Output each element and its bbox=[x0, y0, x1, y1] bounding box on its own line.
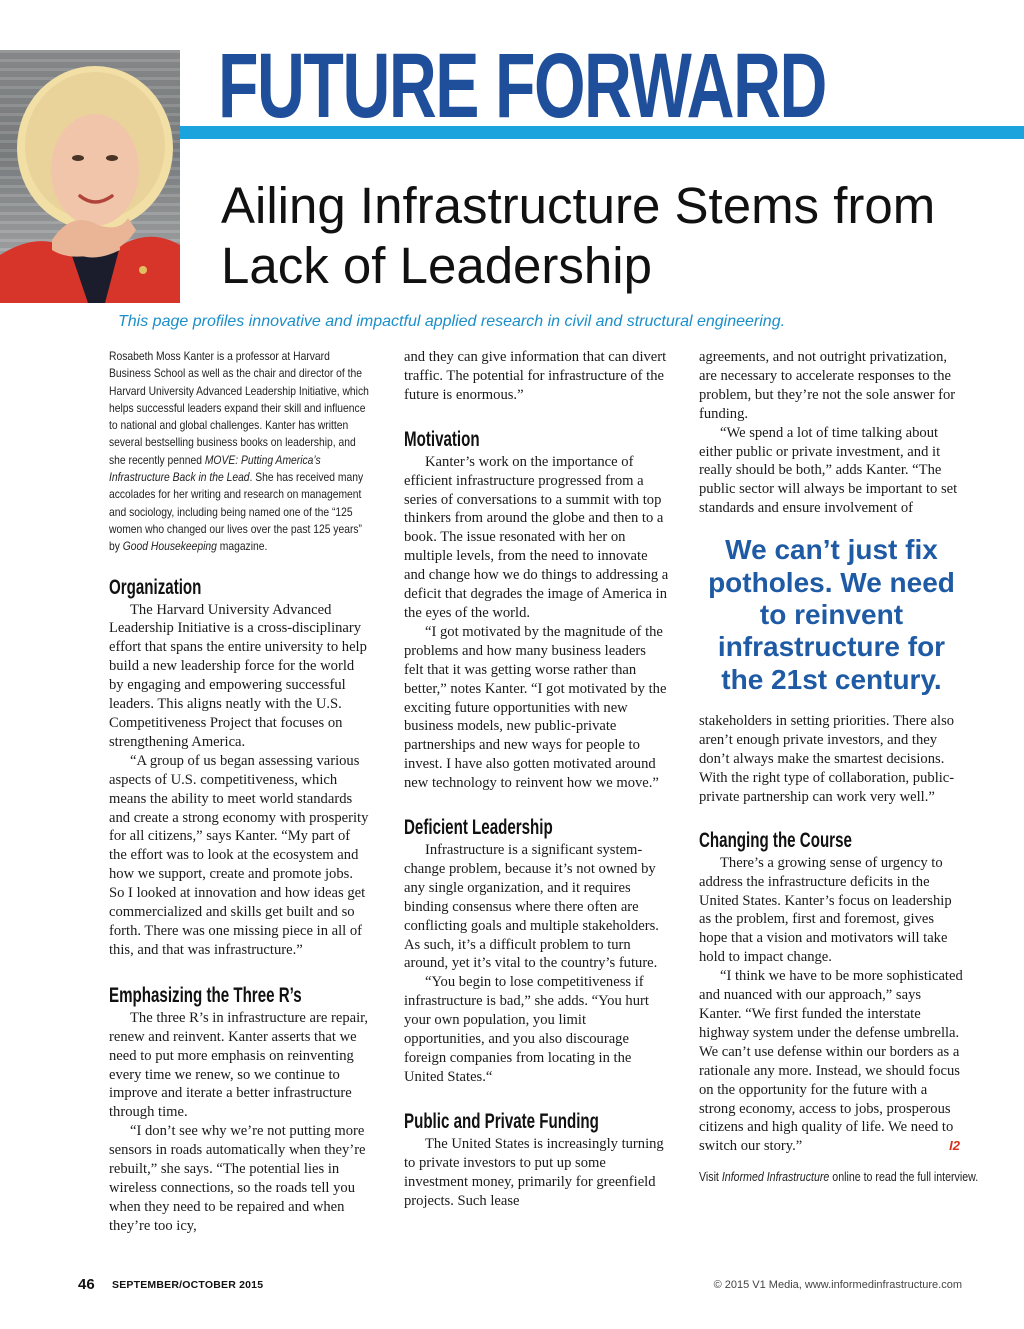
page-footer bbox=[78, 1276, 962, 1296]
publication-name: Informed Infrastructure bbox=[721, 1170, 830, 1185]
copyright-notice: © 2015 V1 Media, www.informedinfrastructure.com bbox=[713, 1279, 962, 1291]
paragraph: Infrastructure is a significant system-change problem, because it’s not owned by any single organization, and it requires binding consensus where there often are conflicting goals and multiple stakeholders. As such, it’s a difficult problem to turn around, yet it’s vital to the country’s future. bbox=[404, 842, 659, 972]
page-number: 46 bbox=[78, 1276, 95, 1293]
section-body-three-rs-continued bbox=[404, 348, 669, 405]
section-heading-funding: Public and Private Funding bbox=[404, 1109, 599, 1133]
paragraph: “We spend a lot of time talking about either public or private investment, and it really should be both,” adds Kanter. “The public sector will always be important to set standards and ensure involvement of bbox=[699, 424, 958, 517]
section-body-deficient-leadership bbox=[404, 841, 669, 1087]
issue-date: SEPTEMBER/OCTOBER 2015 bbox=[112, 1279, 264, 1291]
paragraph: “I think we have to be more sophisticated and nuanced with our approach,” says Kanter. “We first funded the interstate highway system under the defense umbrella. We can’t use defense within our borders as a rationale any more. Instead, we should focus on the opportunity for the future with a strong economy, access to jobs, prosperous citizens and high quality of life. We need to switch our story.” I2 bbox=[699, 968, 963, 1155]
portrait-photo bbox=[0, 50, 180, 303]
paragraph: There’s a growing sense of urgency to address the infrastructure deficits in the United States. Kanter’s focus on leadership as the problem, first and foremost, gives hope that a vision and motivators will take hold to impact change. bbox=[699, 854, 952, 966]
section-heading-motivation: Motivation bbox=[404, 427, 480, 451]
section-body-changing-course bbox=[699, 854, 964, 1157]
section-heading-changing-course: Changing the Course bbox=[699, 828, 852, 852]
author-bio: Rosabeth Moss Kanter is a professor at Harvard Business School as well as the chair and director of the Harvard University Advanced Leadership Initiative, which helps successful leaders expand their skill and influence to national and global challenges. Kanter has written several bestselling business books on leadership, and she recently penned MOVE: Putting America’s Infrastructure Back in the Lead. She has received many accolades for her writing and research on management and sociology, including being named one of the “125 women who changed our lives over the past 125 years” by Good Housekeeping magazine. bbox=[109, 349, 369, 554]
paragraph: “I don’t see why we’re not putting more sensors in roads automatically when they’re rebuilt,” she says. “The potential lies in wireless connections, so the roads tell you when they need to be repaired and when they’re too icy, bbox=[109, 1123, 366, 1234]
paragraph: “You begin to lose competitiveness if infrastructure is bad,” she adds. “You hurt your own population, you limit opportunities, and you also discourage foreign companies from locating in the United States.“ bbox=[404, 974, 649, 1085]
column-3 bbox=[699, 348, 979, 1185]
section-body-three-rs bbox=[109, 1009, 371, 1236]
magazine-name: Good Housekeeping bbox=[122, 539, 217, 554]
pull-quote: We can’t just fix potholes. We need to reinvent infrastructure for the 21st century. bbox=[708, 534, 955, 695]
section-body-funding bbox=[404, 1135, 669, 1211]
subheadline-line: Ailing Infrastructure Stems from bbox=[221, 177, 936, 234]
paragraph: “A group of us began assessing various aspects of U.S. competitiveness, which means the ability to meet world standards and create a strong economy with prosperity for all citizens,” says Kanter. “My part of the effort was to look at the ecosystem and how we support, create and promote jobs. So I looked at innovation and how ideas get commercialized and skills get built and so forth. There was one missing piece in all of this, and that was infrastructure.” bbox=[109, 752, 369, 958]
paragraph: and they can give information that can divert traffic. The potential for infrastructure of the future is enormous.” bbox=[404, 349, 667, 403]
section-heading-three-rs: Emphasizing the Three R’s bbox=[109, 983, 302, 1007]
section-heading-organization: Organization bbox=[109, 575, 202, 599]
column-1 bbox=[109, 348, 371, 1236]
paragraph: “I got motivated by the magnitude of the problems and how many business leaders felt that it was getting worse rather than better,” notes Kanter. “I got motivated by the exciting future opportunities with new business models, new public-private partnerships and new ways for people to invest. I have also gotten motivated around new technology to reinvent how we move.” bbox=[404, 623, 667, 792]
section-body-motivation bbox=[404, 453, 669, 793]
visit-note: Visit Informed Infrastructure online to read the full interview. bbox=[699, 1170, 979, 1185]
section-body-funding-continued bbox=[699, 348, 964, 518]
end-mark: I2 bbox=[949, 1138, 960, 1154]
section-heading-deficient-leadership: Deficient Leadership bbox=[404, 816, 553, 840]
subheadline bbox=[221, 176, 941, 296]
paragraph: The Harvard University Advanced Leadership Initiative is a cross-disciplinary effort that spans the entire university to help build a new leadership force for the world by engaging and empowering successful leaders. This aligns neatly with the U.S. Competitiveness Project that focuses on strengthening America. bbox=[109, 601, 367, 750]
intro-line: This page profiles innovative and impactful applied research in civil and structural engineering. bbox=[118, 313, 786, 330]
section-body-funding-end bbox=[699, 712, 964, 807]
paragraph: The three R’s in infrastructure are repair, renew and reinvent. Kanter asserts that we need to put more emphasis on reinventing every time we renew, so we continue to improve and iterate a better infrastructure through time. bbox=[109, 1009, 369, 1121]
paragraph: Kanter’s work on the importance of efficient infrastructure progressed from a series of conversations to a summit with top thinkers from around the globe and then to a book. The issue resonated with her on multiple levels, from the need to innovate and change how we do things to addressing a deficit that degrades the image of America in the eyes of the world. bbox=[404, 453, 669, 621]
paragraph: stakeholders in setting priorities. There also aren’t enough private investors, and they don’t always make the smartest decisions. With the right type of collaboration, public-private partnership can work very well.” bbox=[699, 713, 955, 805]
section-body-organization bbox=[109, 601, 371, 960]
headline: FUTURE FORWARD bbox=[218, 35, 826, 137]
subheadline-line: Lack of Leadership bbox=[221, 237, 652, 294]
book-title: MOVE: Putting America’s Infrastructure Back in the Lead bbox=[109, 452, 321, 485]
paragraph: The United States is increasingly turning to private investors to put up some investment money, primarily for greenfield projects. Such lease bbox=[404, 1135, 664, 1209]
column-2 bbox=[404, 348, 669, 1210]
paragraph: agreements, and not outright privatization, are necessary to accelerate responses to the problem, but they’re not the sole answer for funding. bbox=[699, 349, 956, 422]
